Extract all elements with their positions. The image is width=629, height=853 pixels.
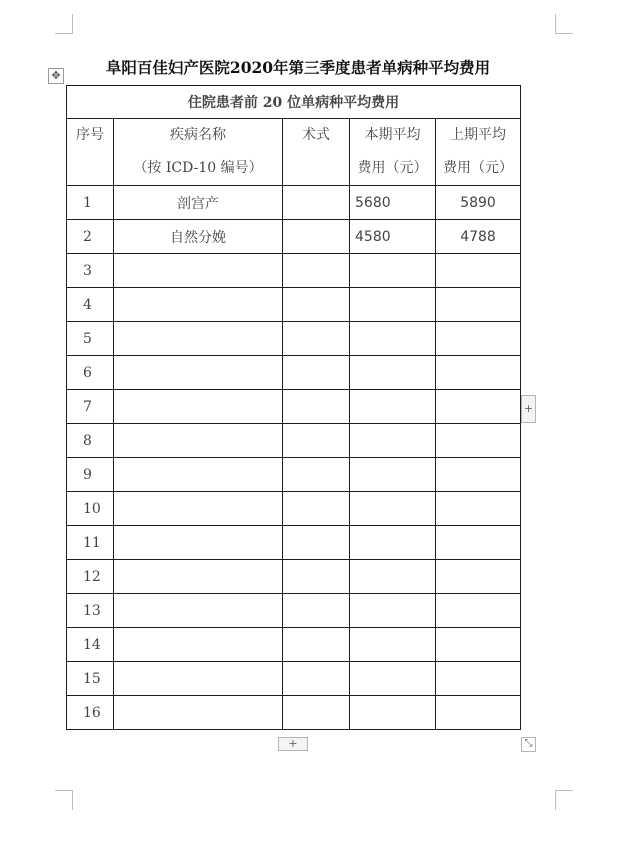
row-procedure[interactable] — [283, 220, 350, 254]
row-procedure[interactable] — [283, 628, 350, 662]
row-previous-cost[interactable] — [436, 560, 521, 594]
row-current-cost[interactable] — [350, 696, 436, 730]
row-index[interactable]: 14 — [67, 628, 114, 662]
row-disease-name[interactable] — [114, 390, 283, 424]
row-previous-cost[interactable] — [436, 594, 521, 628]
row-index[interactable]: 4 — [67, 288, 114, 322]
table-row — [67, 628, 521, 662]
row-index[interactable]: 5 — [67, 322, 114, 356]
row-index[interactable]: 16 — [67, 696, 114, 730]
table-row — [67, 662, 521, 696]
row-index[interactable]: 8 — [67, 424, 114, 458]
row-current-cost[interactable] — [350, 322, 436, 356]
row-index[interactable]: 13 — [67, 594, 114, 628]
row-disease-name[interactable] — [114, 356, 283, 390]
table-row — [67, 594, 521, 628]
header-index: 序号 — [67, 119, 114, 186]
table-row — [67, 356, 521, 390]
row-procedure[interactable] — [283, 390, 350, 424]
row-previous-cost[interactable] — [436, 288, 521, 322]
row-index[interactable]: 15 — [67, 662, 114, 696]
row-disease-name[interactable] — [114, 288, 283, 322]
table-row — [67, 254, 521, 288]
table-row — [67, 424, 521, 458]
add-column-plus-icon[interactable]: + — [521, 395, 536, 423]
row-current-cost[interactable] — [350, 628, 436, 662]
row-previous-cost[interactable] — [436, 356, 521, 390]
row-disease-name[interactable] — [114, 526, 283, 560]
row-current-cost[interactable] — [350, 662, 436, 696]
row-current-cost[interactable]: 5680 — [350, 186, 436, 220]
row-previous-cost[interactable] — [436, 390, 521, 424]
row-index[interactable]: 2 — [67, 220, 114, 254]
row-index[interactable]: 9 — [67, 458, 114, 492]
row-disease-name[interactable] — [114, 628, 283, 662]
row-disease-name[interactable] — [114, 696, 283, 730]
row-current-cost[interactable] — [350, 492, 436, 526]
row-index[interactable]: 12 — [67, 560, 114, 594]
table-row — [67, 322, 521, 356]
row-procedure[interactable] — [283, 288, 350, 322]
row-disease-name[interactable] — [114, 662, 283, 696]
row-disease-name[interactable] — [114, 458, 283, 492]
row-current-cost[interactable] — [350, 458, 436, 492]
row-current-cost[interactable] — [350, 254, 436, 288]
row-disease-name[interactable] — [114, 322, 283, 356]
row-current-cost[interactable] — [350, 390, 436, 424]
row-disease-name[interactable]: 剖宫产 — [114, 186, 283, 220]
row-previous-cost[interactable] — [436, 662, 521, 696]
row-procedure[interactable] — [283, 560, 350, 594]
row-previous-cost[interactable] — [436, 458, 521, 492]
row-index[interactable]: 11 — [67, 526, 114, 560]
page-corner-mark-top-right — [555, 14, 573, 34]
row-current-cost[interactable] — [350, 424, 436, 458]
table-row — [67, 696, 521, 730]
add-row-plus-icon[interactable]: + — [278, 737, 308, 751]
cost-table — [66, 85, 521, 730]
table-row — [67, 288, 521, 322]
document-title: 阜阳百佳妇产医院2020年第三季度患者单病种平均费用 — [105, 58, 491, 77]
header-previous-cost: 上期平均 费用（元） — [436, 119, 521, 186]
row-disease-name[interactable] — [114, 492, 283, 526]
row-previous-cost[interactable] — [436, 526, 521, 560]
row-procedure[interactable] — [283, 424, 350, 458]
row-previous-cost[interactable]: 5890 — [436, 186, 521, 220]
table-resize-icon[interactable]: ⤡ — [521, 737, 536, 752]
row-index[interactable]: 1 — [67, 186, 114, 220]
row-previous-cost[interactable] — [436, 254, 521, 288]
row-procedure[interactable] — [283, 322, 350, 356]
row-index[interactable]: 3 — [67, 254, 114, 288]
row-procedure[interactable] — [283, 492, 350, 526]
row-disease-name[interactable] — [114, 254, 283, 288]
row-previous-cost[interactable] — [436, 628, 521, 662]
row-disease-name[interactable] — [114, 560, 283, 594]
row-procedure[interactable] — [283, 594, 350, 628]
row-index[interactable]: 10 — [67, 492, 114, 526]
row-index[interactable]: 6 — [67, 356, 114, 390]
row-disease-name[interactable] — [114, 594, 283, 628]
row-procedure[interactable] — [283, 186, 350, 220]
table-row — [67, 560, 521, 594]
row-previous-cost[interactable] — [436, 492, 521, 526]
row-procedure[interactable] — [283, 356, 350, 390]
page-corner-mark-bottom-left — [55, 790, 73, 810]
row-disease-name[interactable] — [114, 424, 283, 458]
row-previous-cost[interactable] — [436, 696, 521, 730]
row-previous-cost[interactable] — [436, 322, 521, 356]
table-row — [67, 492, 521, 526]
row-previous-cost[interactable] — [436, 424, 521, 458]
table-caption: 住院患者前 20 位单病种平均费用 — [67, 86, 521, 119]
table-row — [67, 390, 521, 424]
page-corner-mark-bottom-right — [555, 790, 573, 810]
row-current-cost[interactable] — [350, 560, 436, 594]
row-index[interactable]: 7 — [67, 390, 114, 424]
row-current-cost[interactable]: 4580 — [350, 220, 436, 254]
row-current-cost[interactable] — [350, 356, 436, 390]
row-procedure[interactable] — [283, 526, 350, 560]
row-current-cost[interactable] — [350, 594, 436, 628]
header-disease-name: 疾病名称 （按 ICD-10 编号） — [114, 119, 283, 186]
row-current-cost[interactable] — [350, 526, 436, 560]
row-procedure[interactable] — [283, 696, 350, 730]
header-procedure: 术式 — [283, 119, 350, 186]
row-procedure[interactable] — [283, 662, 350, 696]
row-disease-name[interactable]: 自然分娩 — [114, 220, 283, 254]
page-corner-mark-top-left — [55, 14, 73, 34]
row-current-cost[interactable] — [350, 288, 436, 322]
table-row — [67, 186, 521, 220]
row-procedure[interactable] — [283, 458, 350, 492]
table-row — [67, 458, 521, 492]
table-row — [67, 526, 521, 560]
table-row — [67, 220, 521, 254]
table-move-icon[interactable]: ✥ — [48, 68, 64, 84]
row-procedure[interactable] — [283, 254, 350, 288]
row-previous-cost[interactable]: 4788 — [436, 220, 521, 254]
header-current-cost: 本期平均 费用（元） — [350, 119, 436, 186]
